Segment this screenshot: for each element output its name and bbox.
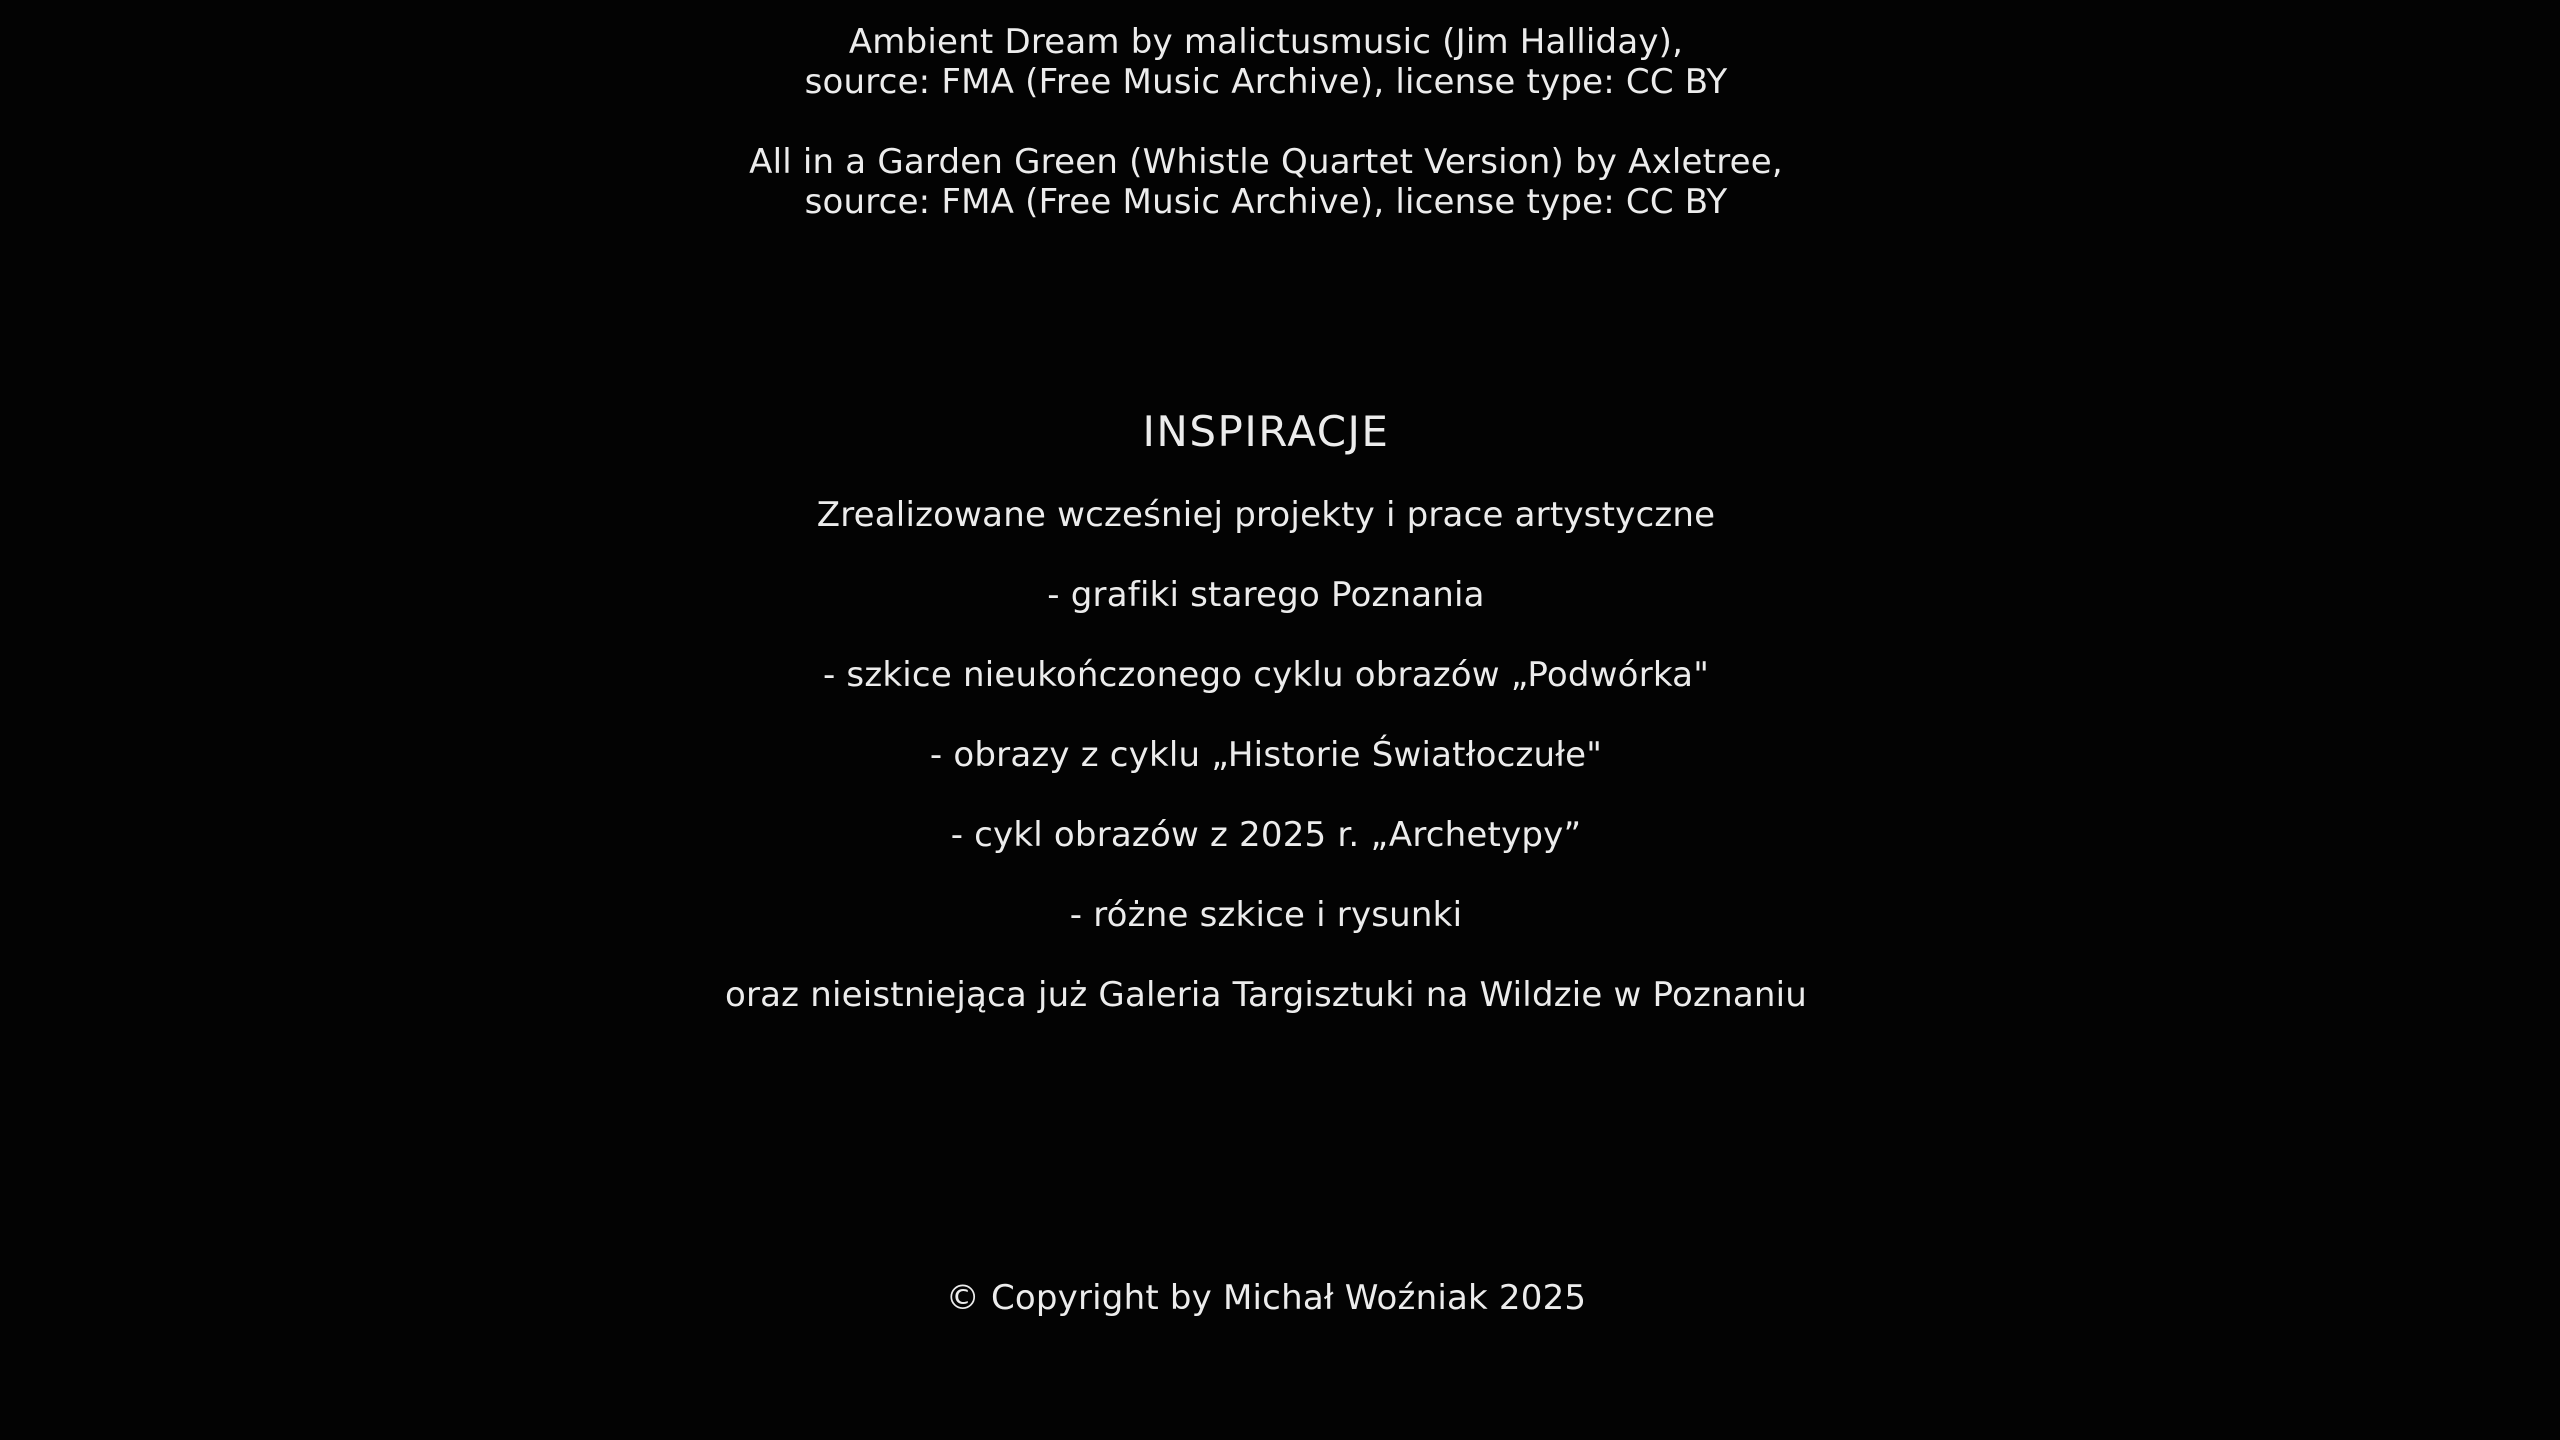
section-closing: oraz nieistniejąca już Galeria Targisztuki na Wildzie w Poznaniu — [724, 975, 1808, 1015]
copyright-text: © Copyright by Michał Woźniak 2025 — [945, 1278, 1587, 1318]
list-item: - grafiki starego Poznania — [1047, 575, 1485, 615]
credit-2-title: All in a Garden Green (Whistle Quartet Version) by Axletree, — [749, 142, 1783, 182]
list-item: - obrazy z cyklu „Historie Światłoczułe" — [929, 735, 1603, 775]
section-heading: INSPIRACJE — [1142, 407, 1390, 456]
list-item: - cykl obrazów z 2025 r. „Archetypy” — [950, 815, 1582, 855]
list-item: - różne szkice i rysunki — [1069, 895, 1463, 935]
list-item: - szkice nieukończonego cyklu obrazów „Podwórka" — [822, 655, 1710, 695]
section-intro: Zrealizowane wcześniej projekty i prace artystyczne — [816, 495, 1716, 535]
credit-1-title: Ambient Dream by malictusmusic (Jim Halliday), — [848, 22, 1684, 62]
credit-1-source: source: FMA (Free Music Archive), license type: CC BY — [804, 62, 1728, 102]
credit-2-source: source: FMA (Free Music Archive), license type: CC BY — [804, 182, 1728, 222]
